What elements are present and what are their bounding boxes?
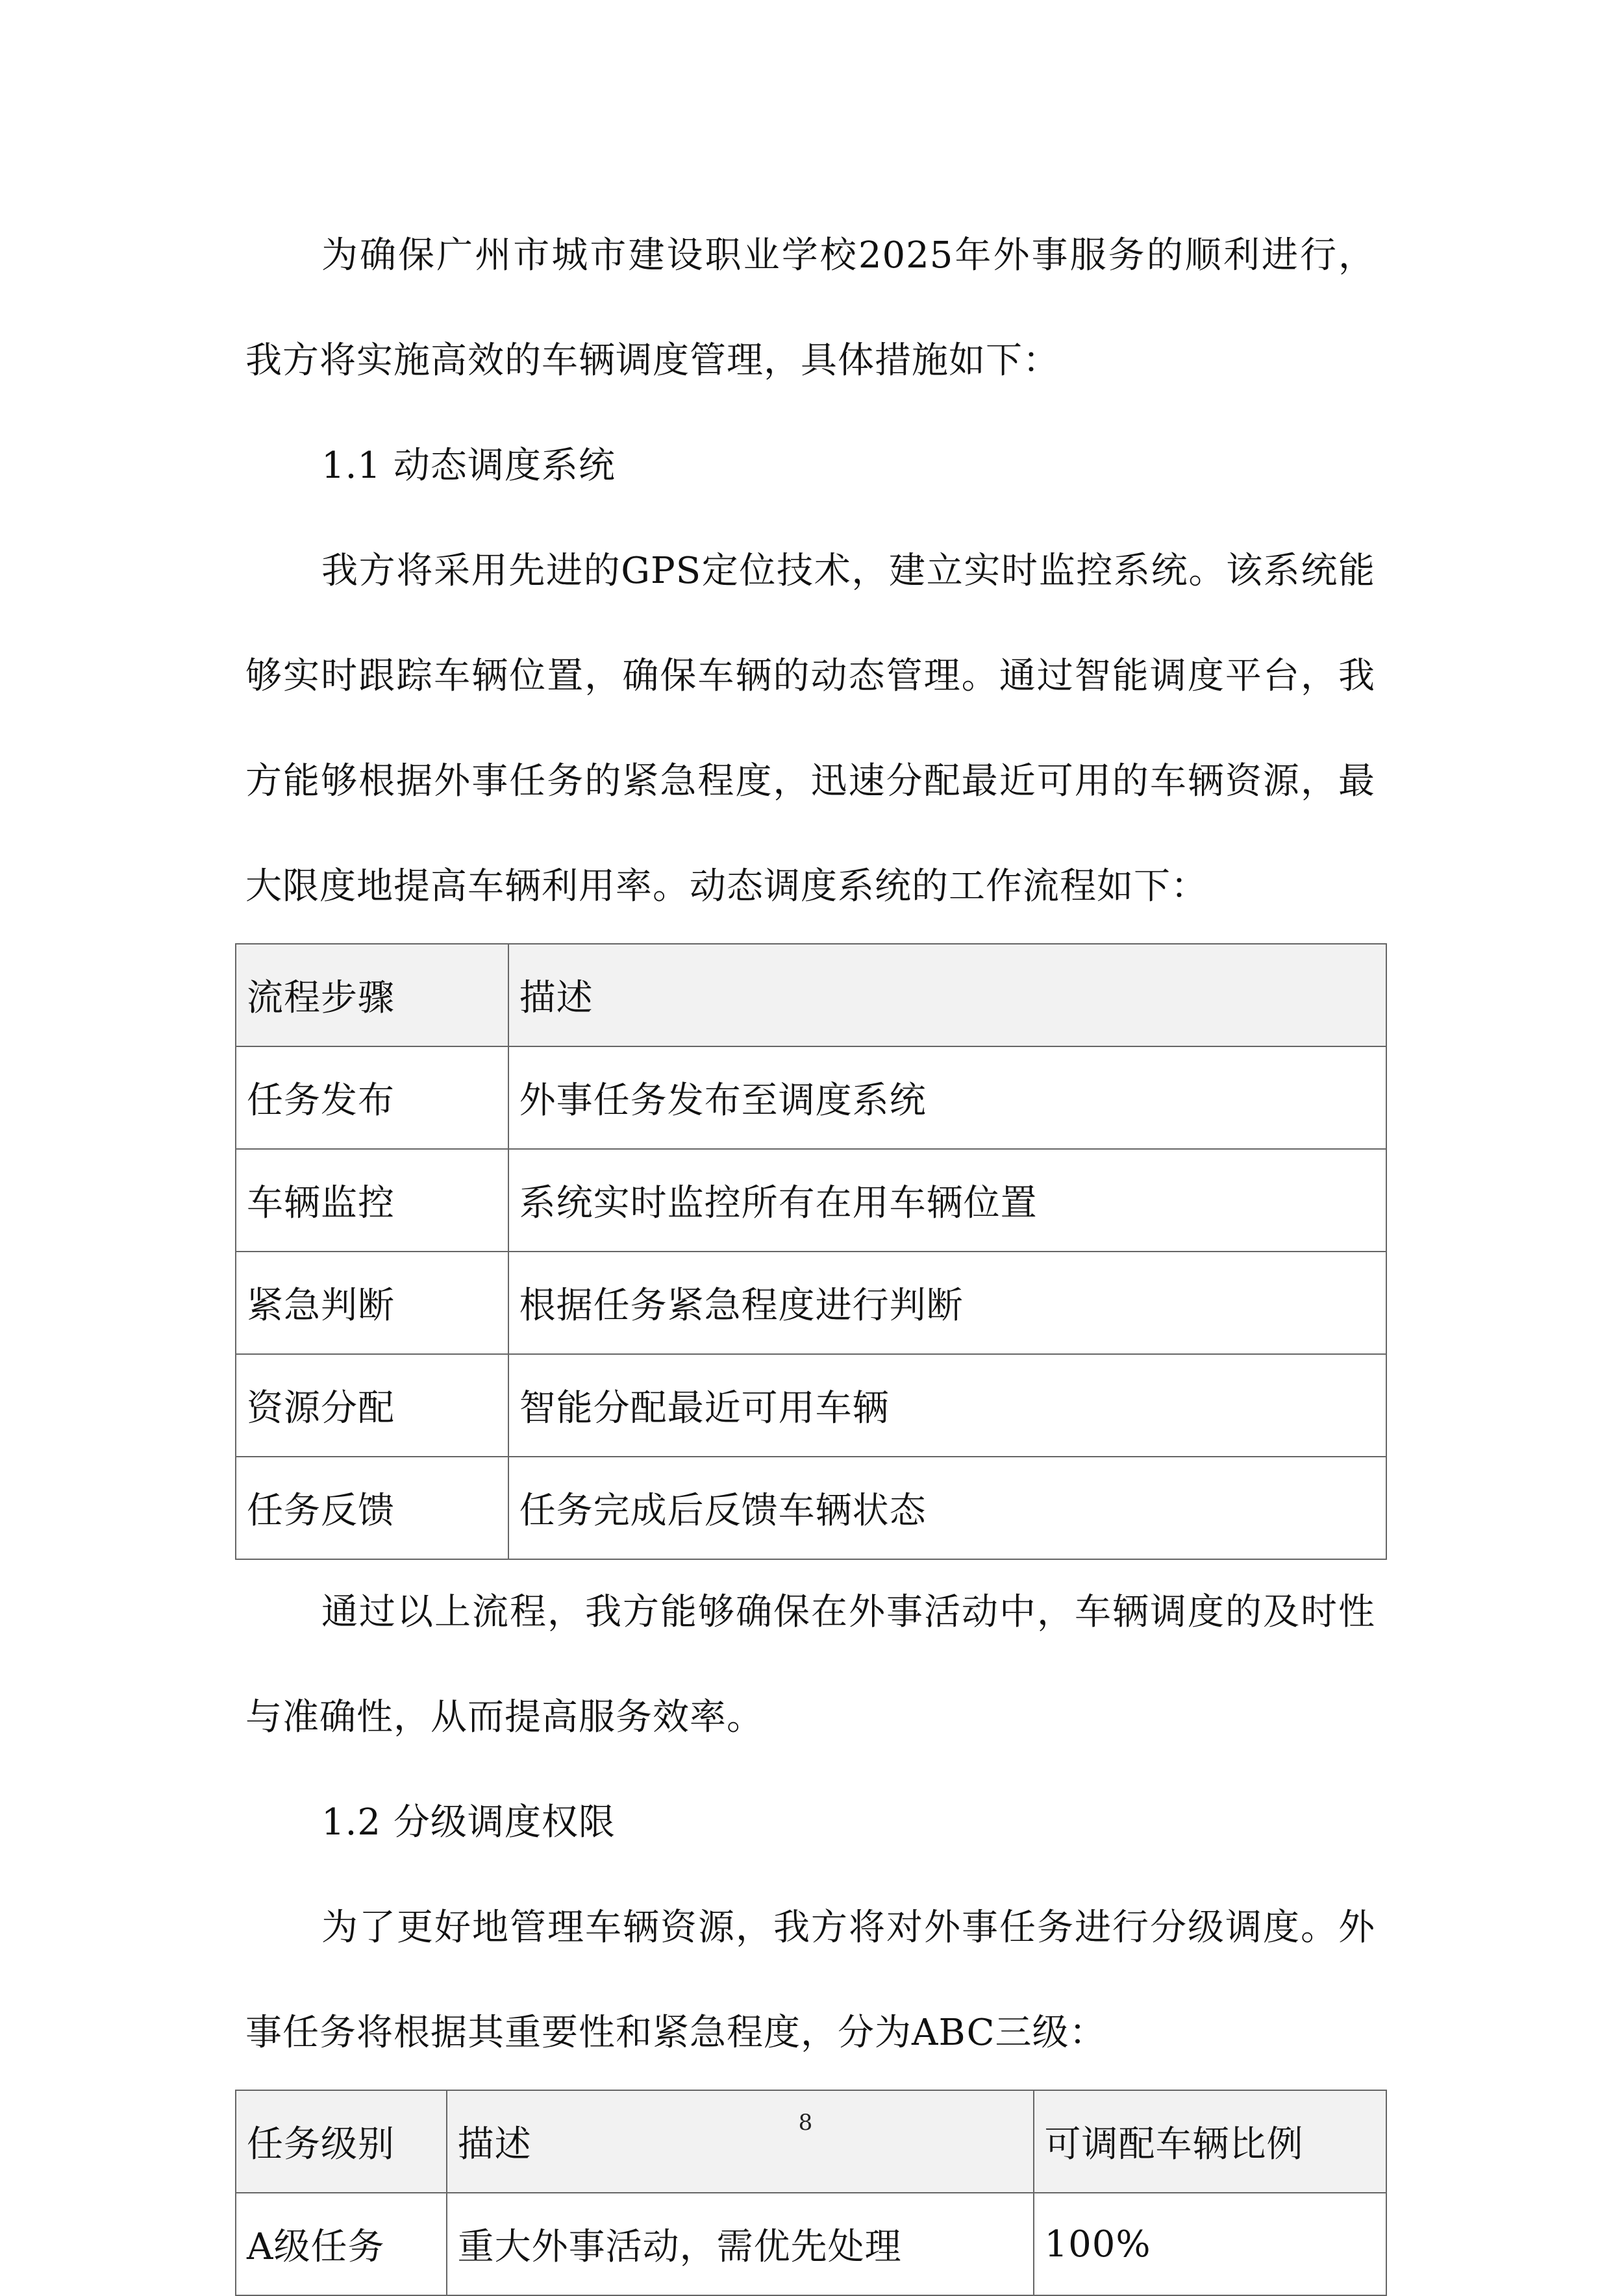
table-row [236,1046,1386,1149]
column-header-level: 任务级别 [236,2090,447,2193]
column-header-step: 流程步骤 [236,944,508,1046]
dispatch-workflow-table [235,943,1387,1560]
table-row [236,1457,1386,1559]
table-cell: 任务反馈 [236,1457,508,1559]
table-cell: 100% [1034,2193,1387,2295]
table-row [236,1354,1386,1457]
table-cell: 任务完成后反馈车辆状态 [508,1457,1386,1559]
section-1-1-body: 我方将采用先进的GPS定位技术，建立实时监控系统。该系统能够实时跟踪车辆位置，确保车辆的动态管理。通过智能调度平台，我方能够根据外事任务的紧急程度，迅速分配最近可用的车辆资源，最大限度地提高车辆利用率。动态调度系统的工作流程如下： [245,550,1375,907]
column-header-vehicle-ratio: 可调配车辆比例 [1034,2090,1387,2193]
section-heading-1-2: 1.2 分级调度权限 [321,1801,616,1844]
column-header-description: 描述 [508,944,1386,1046]
table-cell: 重大外事活动，需优先处理 [447,2193,1034,2295]
table-cell: 车辆监控 [236,1149,508,1252]
table-cell: 外事任务发布至调度系统 [508,1046,1386,1149]
table-cell: 资源分配 [236,1354,508,1457]
table-cell: 智能分配最近可用车辆 [508,1354,1386,1457]
table-cell: A级任务 [236,2193,447,2295]
intro-paragraph: 为确保广州市城市建设职业学校2025年外事服务的顺利进行，我方将实施高效的车辆调度管理，具体措施如下： [245,234,1375,382]
table-header-row [236,944,1386,1046]
section-1-2-body: 为了更好地管理车辆资源，我方将对外事任务进行分级调度。外事任务将根据其重要性和紧急程度，分为ABC三级： [245,1907,1375,2054]
table-cell: 紧急判断 [236,1252,508,1354]
table-row [236,2193,1386,2295]
section-heading-1-1: 1.1 动态调度系统 [321,445,616,487]
table-row [236,1149,1386,1252]
table-row [236,1252,1386,1354]
page-content [245,203,1375,2296]
section-1-1-conclusion: 通过以上流程，我方能够确保在外事活动中，车辆调度的及时性与准确性，从而提高服务效率。 [245,1591,1375,1738]
table-header-row [236,2090,1386,2193]
table-cell: 根据任务紧急程度进行判断 [508,1252,1386,1354]
page-number: 8 [798,2110,813,2136]
table-cell: 任务发布 [236,1046,508,1149]
table-cell: 系统实时监控所有在用车辆位置 [508,1149,1386,1252]
column-header-description: 描述 [447,2090,1034,2193]
